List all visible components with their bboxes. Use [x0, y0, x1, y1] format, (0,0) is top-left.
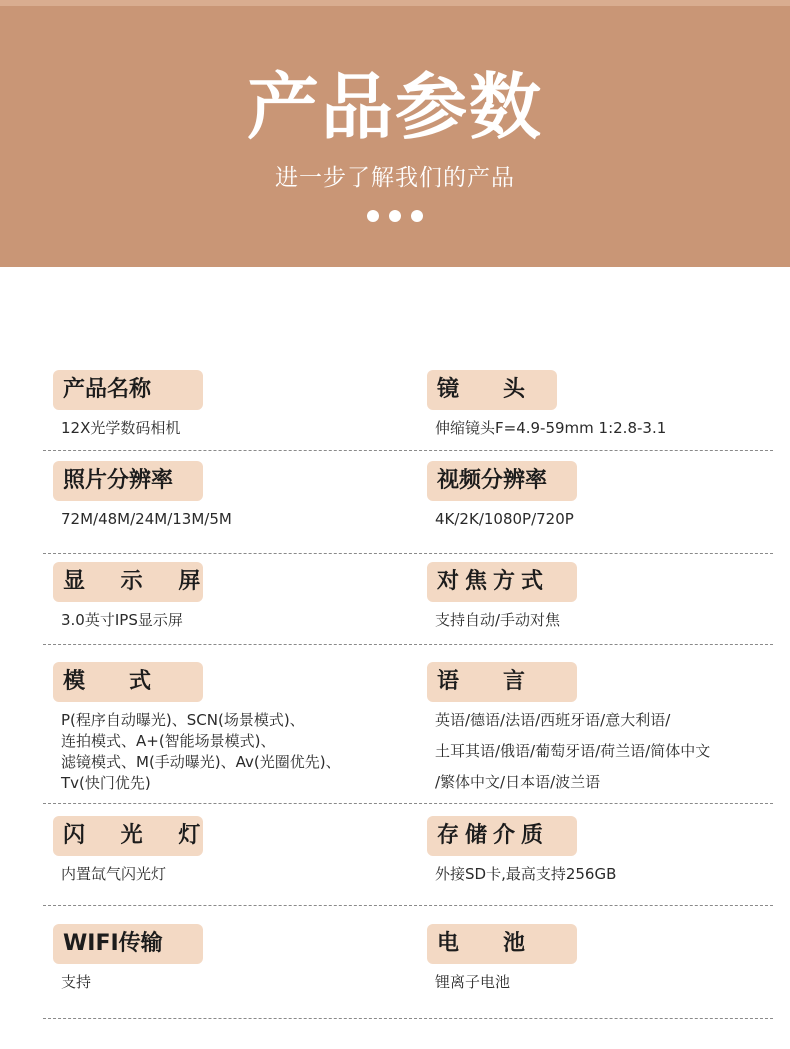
spec-value: 12X光学数码相机 [61, 419, 181, 437]
spec-label: 照片分辨率 [53, 461, 203, 501]
spec-value: 支持 [61, 973, 92, 991]
spec-value: 72M/48M/24M/13M/5M [61, 510, 232, 528]
row-divider [43, 450, 773, 451]
dot-icon [367, 210, 379, 222]
page-subtitle: 进一步了解我们的产品 [275, 165, 515, 191]
spec-label: 闪 光 灯 [53, 816, 203, 856]
decorative-dots [0, 210, 790, 222]
spec-value: 支持自动/手动对焦 [435, 611, 561, 629]
row-divider [43, 803, 773, 804]
spec-label: 模 式 [53, 662, 203, 702]
spec-value: 4K/2K/1080P/720P [435, 510, 574, 528]
row-divider [43, 905, 773, 906]
spec-value: 锂离子电池 [435, 973, 511, 991]
spec-label: 产品名称 [53, 370, 203, 410]
spec-value: 外接SD卡,最高支持256GB [435, 865, 617, 883]
spec-value: 3.0英寸IPS显示屏 [61, 611, 183, 629]
spec-label: 对焦方式 [427, 562, 577, 602]
spec-label: 语 言 [427, 662, 577, 702]
spec-label: 显 示 屏 [53, 562, 203, 602]
header-banner [0, 0, 790, 267]
dot-icon [411, 210, 423, 222]
spec-label: 视频分辨率 [427, 461, 577, 501]
spec-value: 英语/德语/法语/西班牙语/意大利语/ 土耳其语/俄语/葡萄牙语/荷兰语/简体中文 /繁体中文/日本语/波兰语 [435, 711, 711, 791]
row-divider [43, 644, 773, 645]
banner-top-line [0, 0, 790, 6]
spec-value: P(程序自动曝光)、SCN(场景模式)、 连拍模式、A+(智能场景模式)、 滤镜模式、M(手动曝光)、Av(光圈优先)、 Tv(快门优先) [61, 711, 341, 792]
spec-label: 存储介质 [427, 816, 577, 856]
spec-label: 电 池 [427, 924, 577, 964]
row-divider [43, 553, 773, 554]
spec-value: 内置氙气闪光灯 [61, 865, 167, 883]
spec-label: WIFI传输 [53, 924, 203, 964]
spec-label: 镜 头 [427, 370, 557, 410]
page-title: 产品参数 [246, 65, 543, 149]
row-divider [43, 1018, 773, 1019]
dot-icon [389, 210, 401, 222]
spec-value: 伸缩镜头F=4.9-59mm 1:2.8-3.1 [435, 419, 667, 437]
